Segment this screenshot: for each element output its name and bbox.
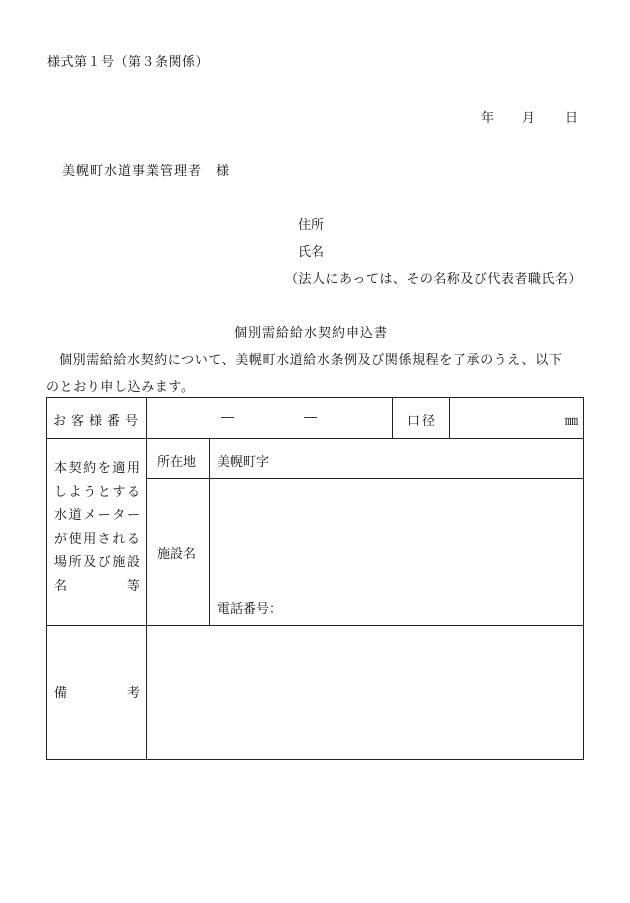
remarks-label (54, 682, 140, 701)
diameter-unit: ㎜ (565, 414, 579, 429)
corporate-note: （法人にあっては、その名称及び代表者職氏名） (285, 272, 582, 287)
col-divider-diameter-left (392, 398, 393, 438)
row-divider-1 (47, 438, 583, 439)
row-divider-2 (146, 478, 583, 479)
col-divider-label (146, 398, 147, 759)
phone-label: 電話番号： (217, 602, 283, 617)
remarks-char: 備 (54, 686, 68, 701)
location-desc-line: しようとする (54, 484, 140, 500)
form-number: 様式第１号（第３条関係） (47, 55, 210, 70)
addressee-honorific: 様 (216, 164, 231, 179)
addressee-name: 美幌町水道事業管理者 (62, 164, 203, 179)
date-year-label: 年 (481, 111, 495, 126)
application-form-table (46, 397, 584, 760)
remarks-char: 考 (126, 686, 140, 701)
location-description (54, 457, 140, 598)
col-divider-sublabel (209, 438, 210, 625)
statement-line-1: 個別需給給水契約について、美幌町水道給水条例及び関係規程を了承のうえ、以下 (59, 353, 563, 368)
row-divider-3 (47, 625, 583, 626)
date-month-label: 月 (522, 111, 536, 126)
location-desc-line: 水道メーター (54, 508, 140, 523)
customer-number-dash-2: ― (304, 410, 317, 425)
applicant-name-label: 氏名 (298, 245, 325, 260)
col-divider-diameter-right (449, 398, 450, 438)
date-day-label: 日 (565, 111, 579, 126)
application-statement (46, 347, 584, 401)
location-value: 美幌町字 (217, 455, 270, 470)
location-desc-line: が使用される (54, 531, 140, 547)
customer-number-label: お客様番号 (53, 414, 144, 429)
location-desc-line: 本契約を適用 (54, 461, 140, 476)
document-title: 個別需給給水契約申込書 (234, 326, 389, 341)
location-label: 所在地 (157, 455, 197, 470)
addressee (62, 160, 230, 179)
facility-label: 施設名 (157, 547, 197, 562)
location-desc-line: 場所及び施設 (54, 555, 140, 570)
customer-number-dash-1: ― (221, 410, 234, 425)
statement-line-2: のとおり申し込みます。 (46, 380, 195, 395)
diameter-label: 口径 (407, 414, 438, 429)
applicant-address-label: 住所 (298, 218, 325, 233)
location-desc-line: 名 等 (54, 578, 140, 594)
